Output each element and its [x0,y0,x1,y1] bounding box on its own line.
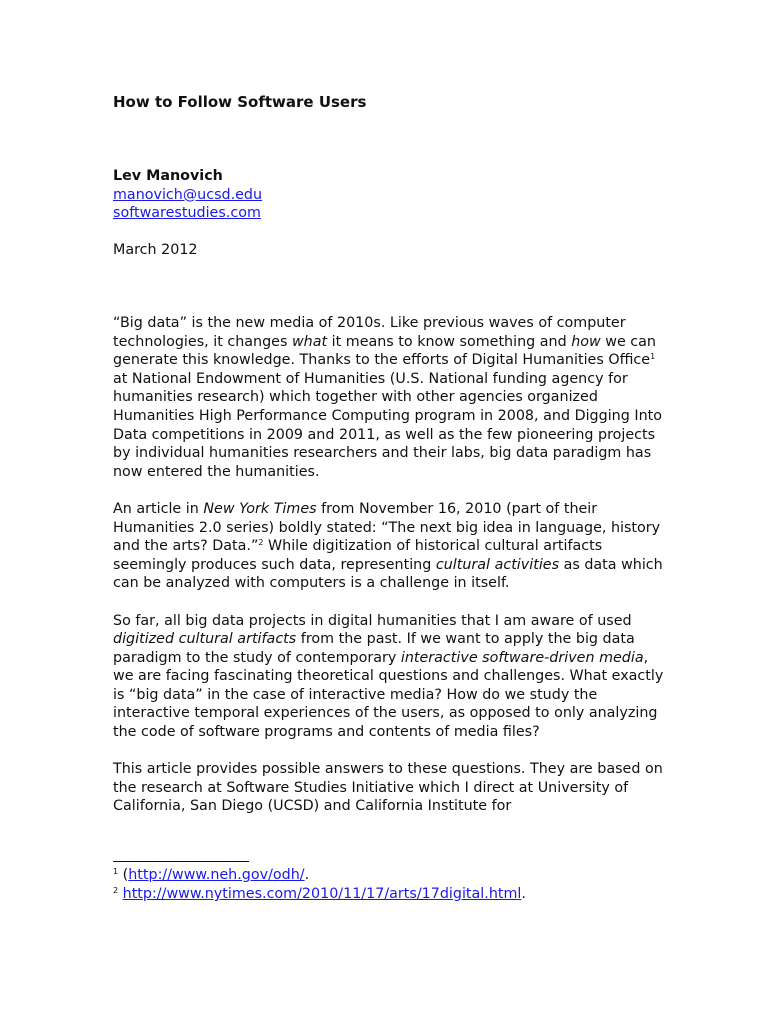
document-title: How to Follow Software Users [113,93,367,111]
author-name: Lev Manovich [113,168,223,184]
author-block [113,167,262,223]
document-body [113,314,665,835]
paragraph-2-text-b: from November 16, 2010 (part of their Humanities 2.0 series) boldly stated: “The next big idea in language, history and the arts? Data.” [113,500,661,555]
footnote-2-suffix: . [521,886,526,902]
footnote-1-prefix: ( [118,867,129,883]
paragraph-1-text-d: at National Endowment of Humanities (U.S. National funding agency for humanities research) which together with other agencies organized Humanities High Performance Computing program in 2008, and Digging Into Data competitions in 2009 and 2011, as well as the few pioneering projects by individual humanities researchers and their labs, big data paradigm has now entered the humanities. [113,370,662,480]
paragraph-3-text-a: So far, all big data projects in digital humanities that I am aware of used [113,612,632,629]
footnote-divider [113,861,249,862]
paragraph-2-text-c: While digitization of historical cultural artifacts seemingly produces such data, representing [113,538,603,573]
paragraph-3-emphasis-digitized-artifacts: digitized cultural artifacts [113,631,297,648]
paragraph-4-text-a: This article provides possible answers to these questions. They are based on the research at Software Studies Initiative which I direct at University of California, San Diego (UCSD) and California Institute for [113,761,663,815]
paragraph-2-text-a: An article in [113,500,204,517]
paragraph-2-text-d: as data which can be analyzed with computers is a challenge in itself. [113,556,663,592]
paragraph-3-text-b: from the past. If we want to apply the big data paradigm to the study of contemporary [113,631,635,666]
footnote-1-link[interactable]: http://www.neh.gov/odh/ [128,867,305,883]
paragraph-1-text-c: we can generate this knowledge. Thanks to the efforts of Digital Humanities Office [113,333,656,369]
paragraph-2-emphasis-cultural-activities: cultural activities [435,556,560,573]
paragraph-1-emphasis-how: how [571,333,601,350]
document-date: March 2012 [113,242,198,258]
paragraph-3 [113,612,665,742]
author-website-link[interactable]: softwarestudies.com [113,205,261,221]
footnote-2 [113,885,526,904]
paragraph-1-emphasis-what: what [291,333,328,350]
paragraph-3-emphasis-interactive-media: interactive software-driven media [400,649,644,666]
footnote-2-link[interactable]: http://www.nytimes.com/2010/11/17/arts/17digital.html [122,886,522,902]
paragraph-1 [113,314,665,481]
footnote-1-number: 1 [113,867,119,876]
footnote-2-number: 2 [113,886,119,895]
author-email-link[interactable]: manovich@ucsd.edu [113,186,263,203]
paragraph-4 [113,760,665,816]
footnote-1 [113,866,526,885]
paragraph-1-text-b: it means to know something and [327,333,572,350]
footnote-1-suffix: . [304,867,310,883]
footnotes [113,866,526,904]
footnote-ref-2[interactable]: 2 [258,538,264,548]
paragraph-2-emphasis-nyt: New York Times [203,500,317,517]
paragraph-1-text-a: “Big data” is the new media of 2010s. Like previous waves of computer technologies, it changes [113,315,626,350]
paragraph-2 [113,500,665,593]
paragraph-3-text-c: , we are facing fascinating theoretical questions and challenges. What exactly is “big data” in the case of interactive media? How do we study the interactive temporal experiences of the users, as opposed to only analyzing the code of software programs and contents of media files? [113,649,664,741]
footnote-ref-1[interactable]: 1 [650,352,656,362]
